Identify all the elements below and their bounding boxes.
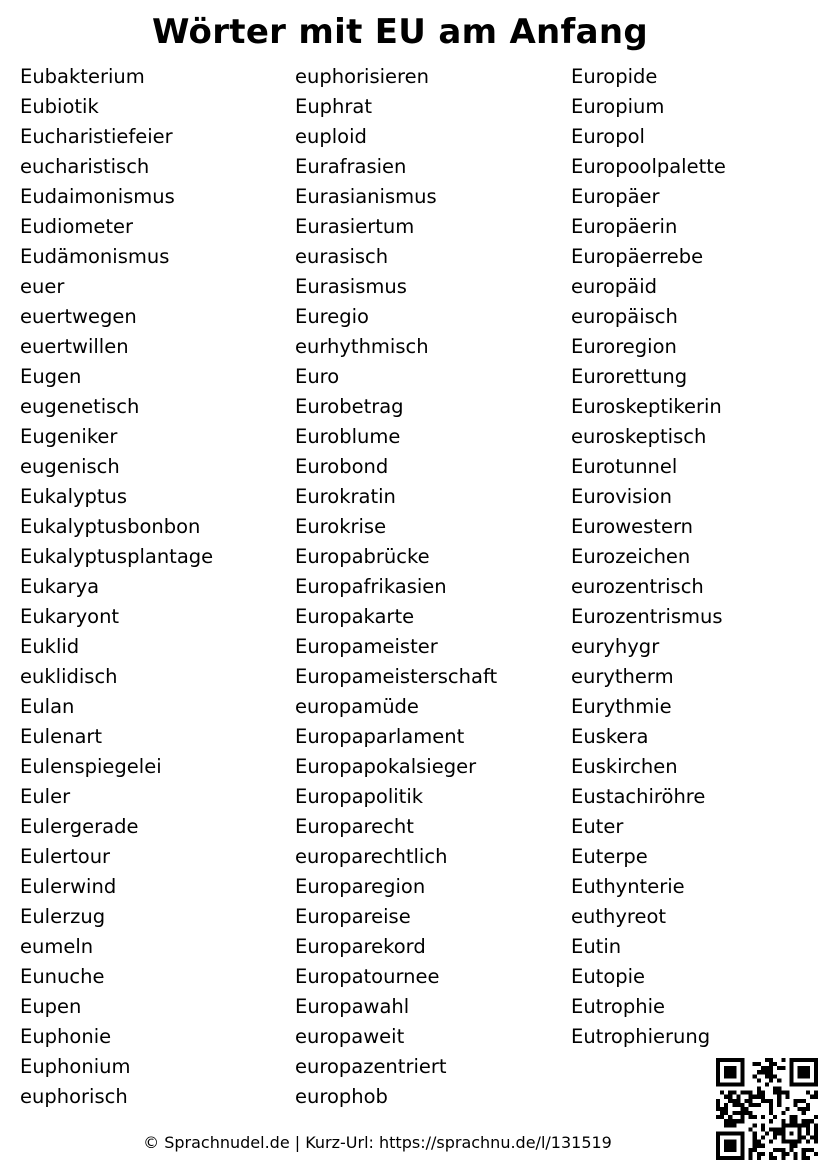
word-item: Eurozeichen <box>571 545 691 568</box>
word-item: Europol <box>571 125 645 148</box>
word-item: Eugen <box>20 365 82 388</box>
word-item: Europium <box>571 95 665 118</box>
word-item: Eunuche <box>20 965 105 988</box>
word-item: europäisch <box>571 305 678 328</box>
word-item: europazentriert <box>295 1055 447 1078</box>
word-item: Eulergerade <box>20 815 139 838</box>
word-item: europaweit <box>295 1025 405 1048</box>
word-item: eurozentrisch <box>571 575 704 598</box>
word-item: Euphrat <box>295 95 373 118</box>
word-item: euphorisch <box>20 1085 128 1108</box>
word-item: euroskeptisch <box>571 425 707 448</box>
word-item: Euroblume <box>295 425 401 448</box>
word-item: euphorisieren <box>295 65 429 88</box>
word-item: Europide <box>571 65 658 88</box>
word-item: Eulan <box>20 695 75 718</box>
word-item: Eulerwind <box>20 875 117 898</box>
word-item: Europameisterschaft <box>295 665 498 688</box>
word-item: Europarecht <box>295 815 414 838</box>
word-column-3 <box>571 62 726 1052</box>
word-item: Euter <box>571 815 624 838</box>
word-item: euertwillen <box>20 335 129 358</box>
word-item: Eustachiröhre <box>571 785 706 808</box>
word-item: Eukaryont <box>20 605 120 628</box>
word-item: euer <box>20 275 65 298</box>
word-item: euklidisch <box>20 665 118 688</box>
word-item: Euskera <box>571 725 649 748</box>
word-item: Europaregion <box>295 875 426 898</box>
word-item: euthyreot <box>571 905 667 928</box>
word-item: Eurovision <box>571 485 673 508</box>
word-item: Europoolpalette <box>571 155 726 178</box>
word-item: Eulenart <box>20 725 103 748</box>
word-item: Eutopie <box>571 965 646 988</box>
word-item: euploid <box>295 125 367 148</box>
word-item: Europafrikasien <box>295 575 447 598</box>
word-item: Eurasismus <box>295 275 407 298</box>
word-item: Europatournee <box>295 965 440 988</box>
word-item: Eukalyptus <box>20 485 128 508</box>
word-item: Eukarya <box>20 575 100 598</box>
word-item: Eurobetrag <box>295 395 404 418</box>
word-item: Eubakterium <box>20 65 145 88</box>
word-item: Europaparlament <box>295 725 465 748</box>
word-item: Euthynterie <box>571 875 685 898</box>
word-item: Eurasianismus <box>295 185 437 208</box>
word-item: Euskirchen <box>571 755 678 778</box>
word-item: Euroregion <box>571 335 677 358</box>
word-item: Eurozentrismus <box>571 605 723 628</box>
word-item: Eurotunnel <box>571 455 678 478</box>
word-item: eugenisch <box>20 455 120 478</box>
word-item: Eurasiertum <box>295 215 415 238</box>
word-item: euertwegen <box>20 305 137 328</box>
page-title: Wörter mit EU am Anfang <box>151 12 649 52</box>
word-item: Europakarte <box>295 605 415 628</box>
word-item: Eurythmie <box>571 695 672 718</box>
word-item: eucharistisch <box>20 155 150 178</box>
word-item: Eudämonismus <box>20 245 170 268</box>
word-item: eurasisch <box>295 245 389 268</box>
word-item: Eukalyptusplantage <box>20 545 214 568</box>
word-item: Eutin <box>571 935 622 958</box>
word-item: euryhygr <box>571 635 660 658</box>
word-item: Eulertour <box>20 845 111 868</box>
word-item: Eurokrise <box>295 515 387 538</box>
word-item: Europawahl <box>295 995 410 1018</box>
word-item: europamüde <box>295 695 419 718</box>
word-item: Europareise <box>295 905 411 928</box>
word-item: Eurobond <box>295 455 389 478</box>
word-item: Eudiometer <box>20 215 134 238</box>
word-item: Euroskeptikerin <box>571 395 722 418</box>
word-item: Eudaimonismus <box>20 185 175 208</box>
word-item: eumeln <box>20 935 94 958</box>
word-column-1 <box>20 62 213 1112</box>
word-item: europäid <box>571 275 657 298</box>
word-item: Eukalyptusbonbon <box>20 515 201 538</box>
word-item: Euro <box>295 365 340 388</box>
word-item: Eurorettung <box>571 365 688 388</box>
word-item: Europäerrebe <box>571 245 704 268</box>
word-item: Eurowestern <box>571 515 693 538</box>
word-item: Euterpe <box>571 845 648 868</box>
word-item: Europapolitik <box>295 785 424 808</box>
word-item: Euler <box>20 785 71 808</box>
word-item: eurhythmisch <box>295 335 429 358</box>
word-item: Eucharistiefeier <box>20 125 173 148</box>
word-item: Europapokalsieger <box>295 755 477 778</box>
word-item: Europäer <box>571 185 660 208</box>
word-item: Eurokratin <box>295 485 396 508</box>
word-item: Euregio <box>295 305 369 328</box>
word-item: Eutrophierung <box>571 1025 711 1048</box>
word-item: Eutrophie <box>571 995 665 1018</box>
word-item: Eulerzug <box>20 905 106 928</box>
footer-credit: © Sprachnudel.de | Kurz-Url: https://sprachnu.de/l/131519 <box>143 1133 612 1152</box>
word-item: Eupen <box>20 995 82 1018</box>
word-item: Europabrücke <box>295 545 430 568</box>
word-column-2 <box>295 62 497 1112</box>
word-item: Euphonie <box>20 1025 112 1048</box>
qr-code <box>716 1058 818 1160</box>
word-item: Eulenspiegelei <box>20 755 162 778</box>
word-item: eurytherm <box>571 665 674 688</box>
word-item: Europäerin <box>571 215 678 238</box>
word-item: Eurafrasien <box>295 155 407 178</box>
word-item: europarechtlich <box>295 845 448 868</box>
word-item: Eubiotik <box>20 95 99 118</box>
word-item: Eugeniker <box>20 425 118 448</box>
word-item: Euklid <box>20 635 80 658</box>
word-item: europhob <box>295 1085 388 1108</box>
word-item: Europameister <box>295 635 438 658</box>
word-item: Euphonium <box>20 1055 131 1078</box>
word-item: eugenetisch <box>20 395 140 418</box>
word-item: Europarekord <box>295 935 426 958</box>
